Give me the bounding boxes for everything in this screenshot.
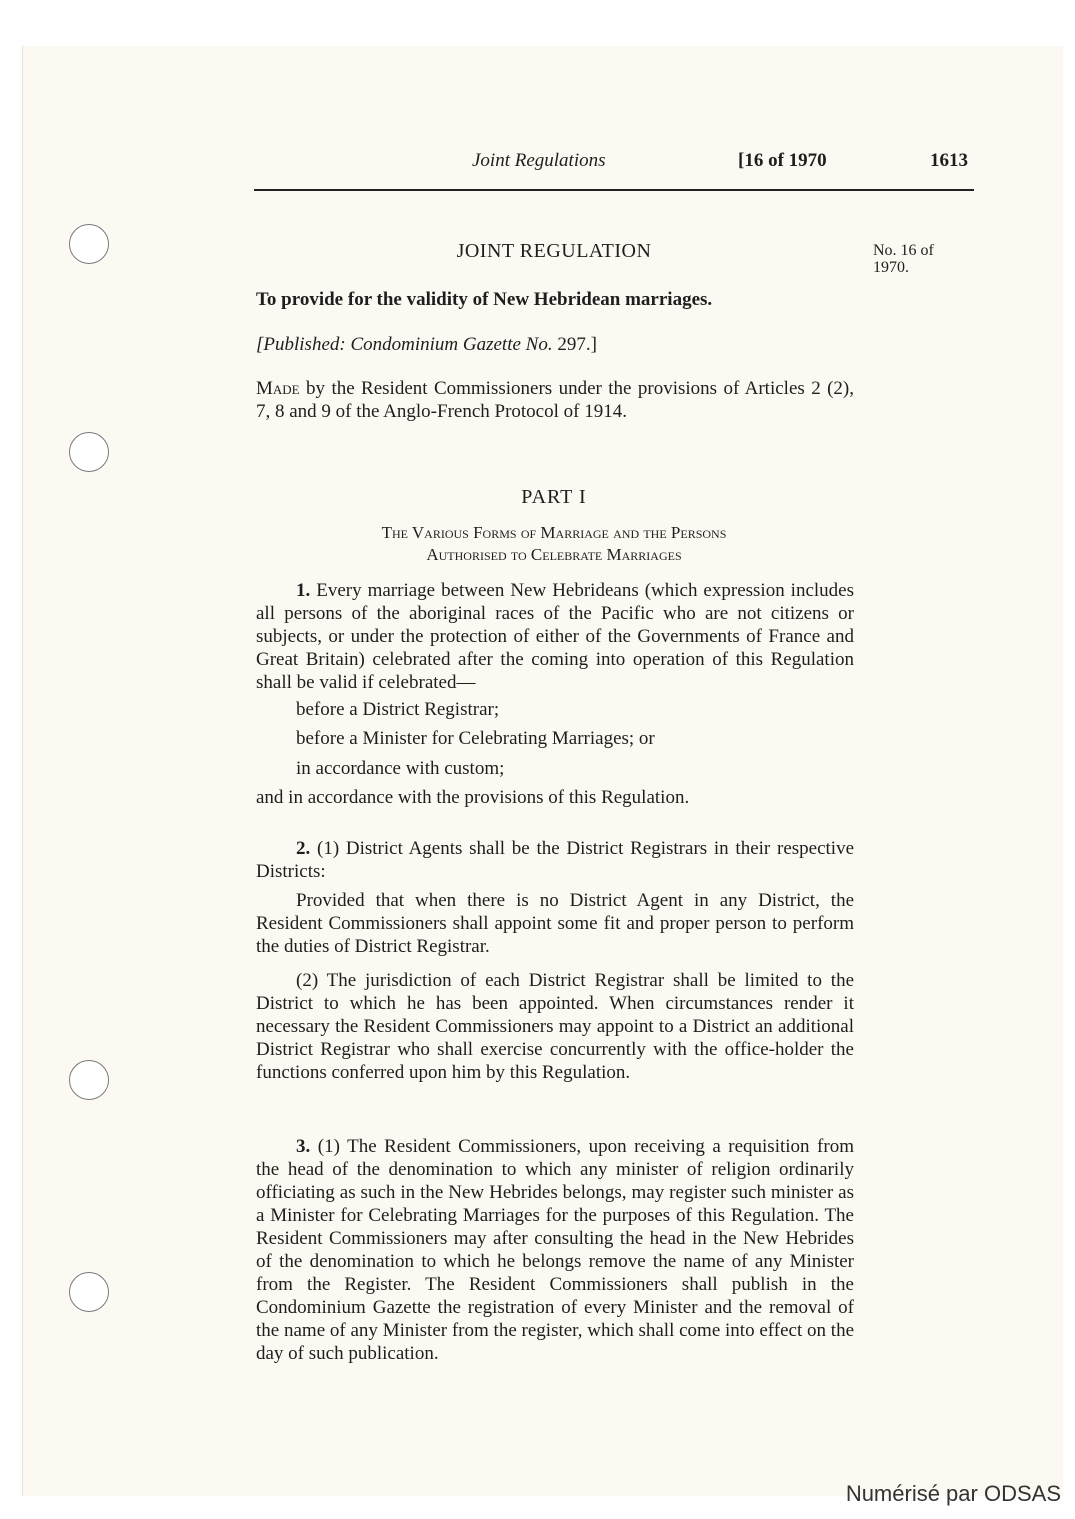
list-item: in accordance with custom; [296, 758, 505, 779]
part-subtitle-line: Authorised to Celebrate Marriages [426, 545, 682, 564]
punch-hole [69, 1060, 109, 1100]
part-subtitle [254, 522, 854, 566]
punch-hole [69, 1272, 109, 1312]
section-number: 3. [296, 1136, 311, 1157]
part-subtitle-line: The Various Forms of Marriage and the Persons [381, 523, 727, 542]
part-title: PART I [521, 486, 587, 508]
running-header-title: Joint Regulations [472, 150, 606, 171]
published-prefix: [Published: Condominium Gazette No. [256, 334, 553, 355]
running-header-number: [16 of 1970 [738, 150, 827, 171]
made-lead: Made [256, 378, 300, 399]
section-text: (1) District Agents shall be the District Registrars in their respective Districts: [256, 838, 854, 882]
section-number: 1. [296, 580, 311, 601]
section-2 [256, 837, 854, 883]
section-3 [256, 1135, 854, 1365]
punch-hole [69, 224, 109, 264]
margin-note [873, 242, 963, 276]
published-number: 297.] [552, 334, 597, 355]
section-text: Every marriage between New Hebrideans (which expression includes all persons of the aboriginal races of the Pacific who are not citizens or subjects, or under the protection of either of the Governments of France and Great Britain) celebrated after the coming into operation of this Regulation shall be valid if celebrated— [256, 580, 854, 693]
punch-hole [69, 432, 109, 472]
made-text: by the Resident Commissioners under the provisions of Articles 2 (2), 7, 8 and 9 of the Anglo-French Protocol of 1914. [256, 378, 854, 422]
header-rule [254, 189, 974, 191]
margin-note-line: No. 16 of [873, 242, 934, 259]
digitization-credit: Numérisé par ODSAS [845, 1481, 1061, 1506]
section-2-proviso: Provided that when there is no District Agent in any District, the Resident Commissioners shall appoint some fit and proper person to perform the duties of District Registrar. [256, 890, 854, 957]
margin-note-line: 1970. [873, 259, 909, 276]
enacting-clause [256, 377, 854, 423]
regulation-subtitle: To provide for the validity of New Hebridean marriages. [256, 289, 713, 310]
section-1-close: and in accordance with the provisions of this Regulation. [256, 787, 690, 808]
regulation-heading: JOINT REGULATION [456, 240, 652, 262]
published-note [256, 333, 854, 356]
section-number: 2. [296, 838, 311, 859]
list-item: before a Minister for Celebrating Marriages; or [296, 728, 655, 749]
page-number: 1613 [930, 150, 968, 171]
section-2-subsection-2: (2) The jurisdiction of each District Registrar shall be limited to the District to which he has been appointed. When circumstances render it necessary the Resident Commissioners may appoint to a District an additional District Registrar who shall exercise concurrently with the office-holder the functions conferred upon him by this Regulation. [256, 970, 854, 1083]
list-item: before a District Registrar; [296, 699, 500, 720]
section-text: (1) The Resident Commissioners, upon receiving a requisition from the head of the denomination to which any minister of religion ordinarily officiating as such in the New Hebrides belongs, may register such minister as a Minister for Celebrating Marriages for the purposes of this Regulation. The Resident Commissioners may after consulting the head in the New Hebrides of the denomination to which he belongs remove the name of any Minister from the Register. The Resident Commissioners shall publish in the Condominium Gazette the registration of every Minister and the removal of the name of any Minister from the register, which shall come into effect on the day of such publication. [256, 1136, 854, 1364]
section-1 [256, 579, 854, 694]
